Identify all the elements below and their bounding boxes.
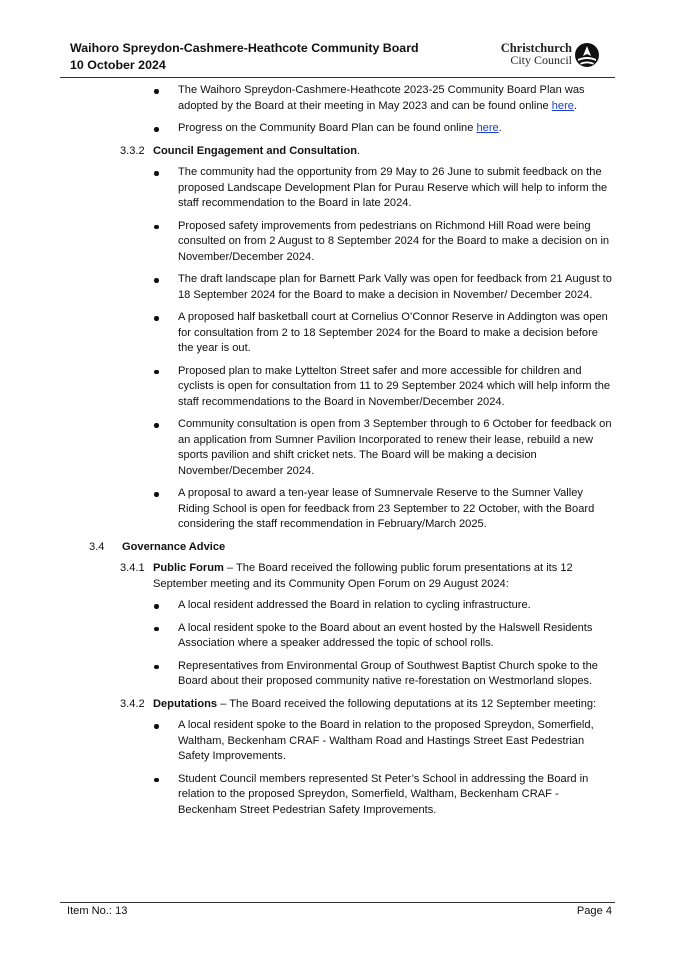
section-title: Governance Advice xyxy=(122,540,226,553)
list-item: A local resident addressed the Board in relation to cycling infrastructure. xyxy=(178,598,612,614)
list-item: The Waihoro Spreydon-Cashmere-Heathcote 2023-25 Community Board Plan was adopted by the Board at their meeting in May 2023 and can be found online here. xyxy=(178,83,612,114)
list-item: A proposed half basketball court at Cornelius O’Connor Reserve in Addington was open for consultation from 2 to 18 September 2024 for the Board to make a decision before the year is out. xyxy=(178,310,612,357)
logo-line1: Christchurch xyxy=(500,41,572,55)
page-number: Page 4 xyxy=(576,905,612,917)
section-title: Deputations xyxy=(153,697,218,710)
section-3-4-1 xyxy=(120,561,613,592)
list-item: The community had the opportunity from 29 May to 26 June to submit feedback on the proposed Landscape Development Plan for Purau Reserve which will help to inform the staff recommendation to the Board in late 2024. xyxy=(178,165,612,212)
footer-rule xyxy=(60,902,615,903)
list-item: Representatives from Environmental Group of Southwest Baptist Church spoke to the Board about their proposed community native re-forestation on Westmorland slopes. xyxy=(178,659,612,690)
section-3-3-2-heading: 3.3.2 Council Engagement and Consultation. xyxy=(153,144,613,160)
list-item: Progress on the Community Board Plan can be found online here. xyxy=(178,121,612,137)
council-logo xyxy=(496,42,606,72)
page-header xyxy=(70,40,606,76)
item-number: Item No.: 13 xyxy=(67,905,128,917)
section-text: – The Board received the following deputations at its 12 September meeting: xyxy=(217,697,597,710)
section-title: Public Forum xyxy=(153,562,224,574)
list-item: The draft landscape plan for Barnett Park Vally was open for feedback from 21 August to 18 September 2024 for the Board to make a decision in November/ December 2024. xyxy=(178,272,612,303)
header-title xyxy=(70,40,419,74)
board-plan-link[interactable]: here xyxy=(551,99,574,112)
list-item: Proposed plan to make Lyttelton Street safer and more accessible for children and cyclists is open for consultation from 11 to 29 September 2024 which will help inform the staff recommendations to the Board in November/December 2024. xyxy=(178,364,612,411)
logo-line2: City Council xyxy=(510,53,572,67)
section-3-4-2 xyxy=(120,697,613,713)
meeting-date: 10 October 2024 xyxy=(70,58,166,72)
list-item: A local resident spoke to the Board in relation to the proposed Spreydon, Somerfield, Waltham, Beckenham CRAF - Waltham Road and Hastings Street East Pedestrian Safety Improvements. xyxy=(178,718,612,765)
list-item: A local resident spoke to the Board about an event hosted by the Halswell Residents Association where a speaker addressed the topic of school rolls. xyxy=(178,621,612,652)
section-number: 3.4.2 xyxy=(120,697,145,710)
section-3-4-heading xyxy=(89,540,675,556)
list-item: A proposal to award a ten-year lease of Sumnervale Reserve to the Sumner Valley Riding School is open for feedback from 23 September to 22 October, with the Board considering the staff recommendation in February/March 2025. xyxy=(178,486,612,533)
header-rule xyxy=(60,77,615,78)
section-number: 3.3.2 xyxy=(120,144,145,157)
section-number: 3.4.1 xyxy=(120,562,145,574)
list-item: Student Council members represented St Peter’s School in addressing the Board in relation to the proposed Spreydon, Somerfield, Waltham, Beckenham CRAF - Beckenham Street Pedestrian Safety Improvements. xyxy=(178,772,612,819)
document-body xyxy=(0,80,675,825)
section-text: – The Board received the following public forum presentations at its 12 September meeting and its Community Open Forum on 29 August 2024: xyxy=(153,562,573,590)
section-title: Council Engagement and Consultation xyxy=(153,144,358,157)
section-number: 3.4 xyxy=(89,540,105,553)
list-item: Proposed safety improvements from pedestrians on Richmond Hill Road were being consulted on from 2 August to 8 September 2024 for the Board to make a decision on in November/December 2024. xyxy=(178,219,612,266)
list-item: Community consultation is open from 3 September through to 6 October for feedback on an application from Sumner Pavilion Incorporated to renew their lease, rebuild a new sports pavilion and shift cricket nets. The Board will be making a decision November/December 2024. xyxy=(178,417,612,479)
council-emblem-icon xyxy=(574,42,600,68)
board-name: Waihoro Spreydon-Cashmere-Heathcote Community Board xyxy=(70,41,419,55)
progress-link[interactable]: here xyxy=(476,122,499,134)
